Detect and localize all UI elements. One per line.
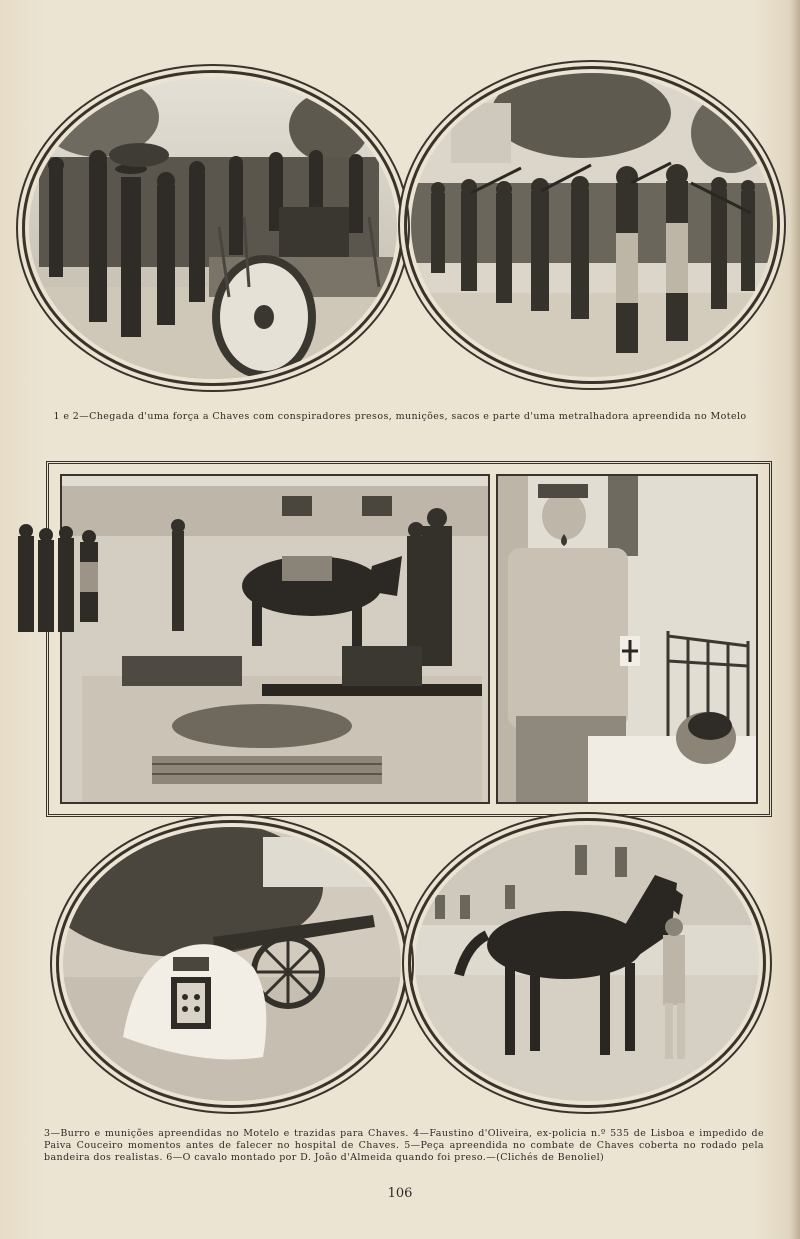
photo-5-cannon-flag bbox=[56, 820, 408, 1108]
cart-with-prisoners-icon bbox=[29, 77, 397, 379]
cannon-with-flag-icon bbox=[63, 827, 401, 1101]
marching-soldiers-icon bbox=[411, 73, 773, 377]
page-number: 106 bbox=[387, 1186, 413, 1201]
wounded-soldier-icon bbox=[498, 476, 756, 802]
horse-icon bbox=[415, 825, 759, 1101]
photo-6-horse bbox=[408, 818, 766, 1108]
photo-3-donkey-munitions bbox=[60, 474, 490, 804]
donkey-and-munitions-icon bbox=[62, 476, 488, 802]
photo-2-marching-soldiers bbox=[404, 66, 780, 384]
photo-4-wounded-soldier bbox=[496, 474, 758, 804]
caption-top: 1 e 2—Chegada d'uma força a Chaves com conspiradores presos, munições, sacos e parte d'uma metralhadora apreendida no Motelo bbox=[53, 411, 747, 422]
caption-bottom: 3—Burro e munições apreendidas no Motelo e trazidas para Chaves. 4—Faustino d'Oliveira, ex-policia n.º 535 de Lisboa e impedido de Paiva Couceiro momentos antes de falecer no hospital de Chaves. 5—Peça apreendida no combate de Chaves coberta no rodado pela bandeira dos realistas. 6—O cavalo montado por D. João d'Almeida quando foi preso.—(Clichés de Benoliel) bbox=[44, 1128, 764, 1163]
page-spine-shadow bbox=[790, 0, 800, 1239]
photo-1-cart-prisoners bbox=[22, 70, 404, 386]
cutout-men-group bbox=[14, 522, 106, 634]
